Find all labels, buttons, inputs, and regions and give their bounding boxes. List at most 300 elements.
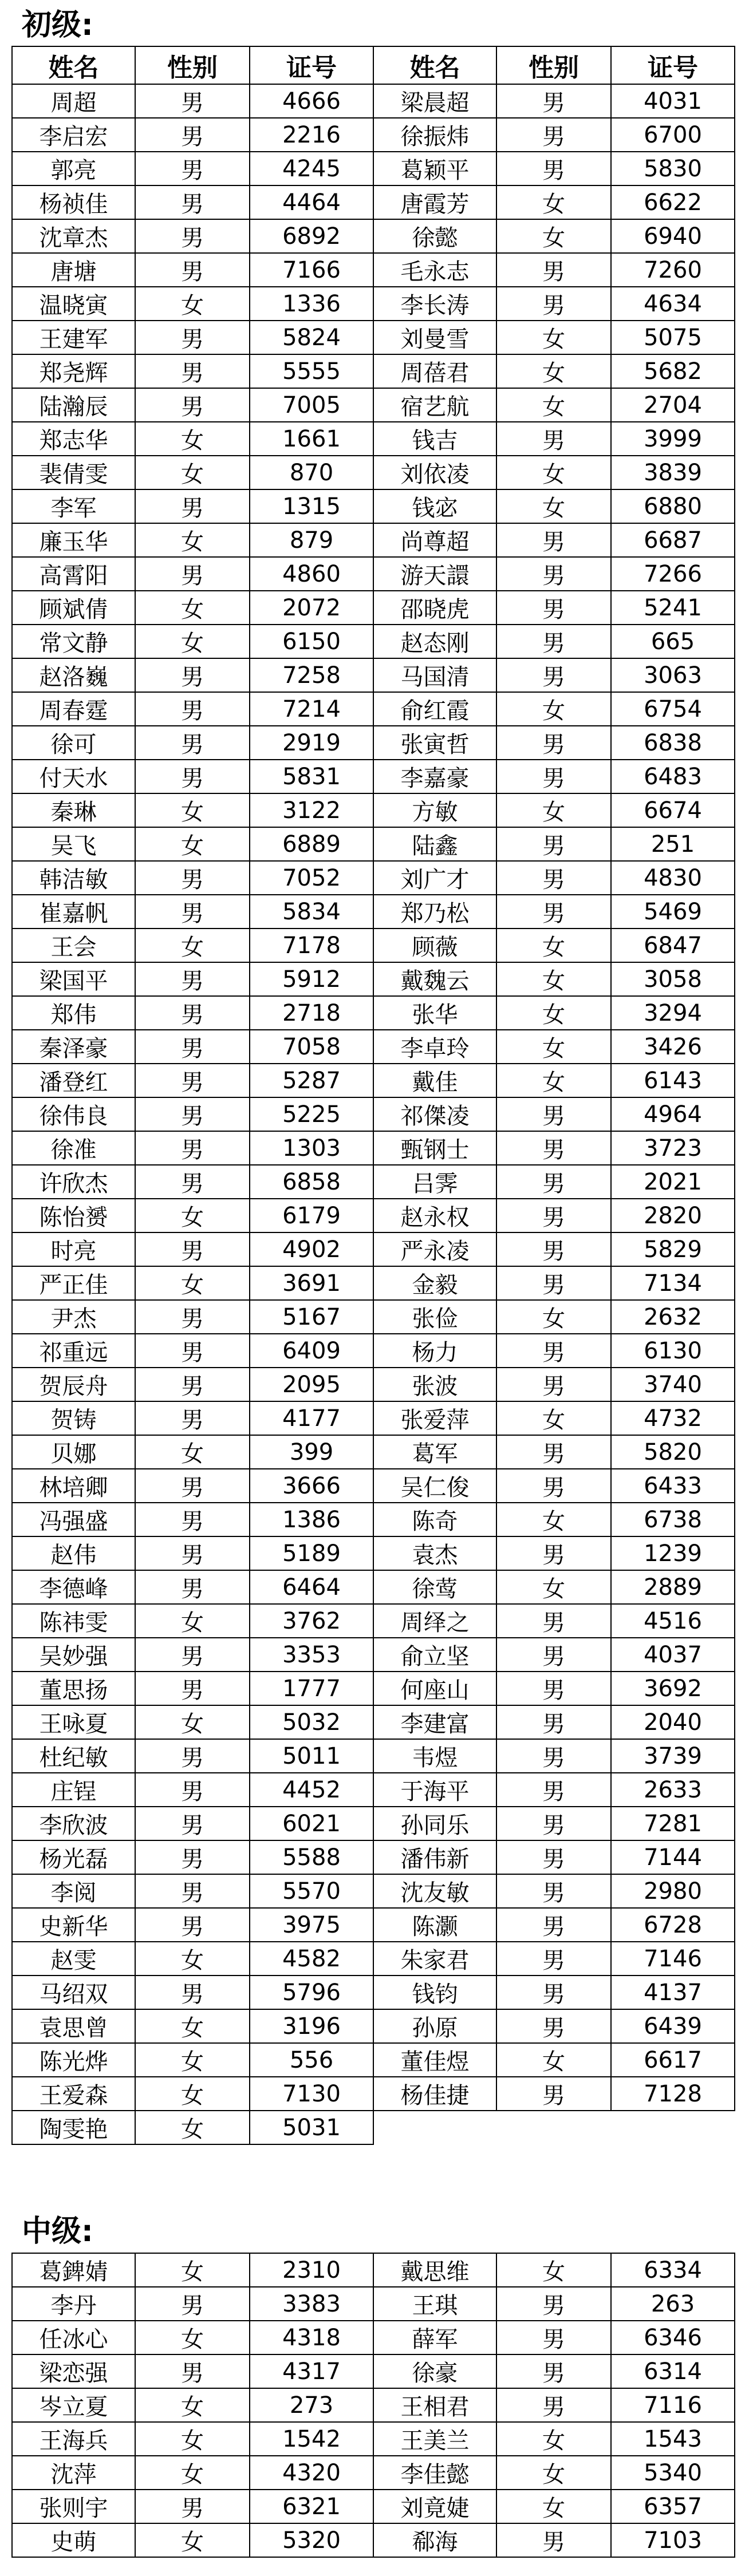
- cert-no-cell: 5287: [250, 1064, 373, 1097]
- cert-no-cell: 5820: [611, 1435, 735, 1469]
- gender-cell: 男: [496, 2287, 611, 2321]
- table-row: [12, 1536, 735, 1570]
- cert-no-cell: 4830: [611, 861, 735, 895]
- gender-cell: 男: [135, 1672, 250, 1705]
- gender-cell: 男: [496, 253, 611, 287]
- table-row: [12, 1570, 735, 1604]
- gender-cell: 男: [135, 2354, 250, 2388]
- cert-no-cell: 6483: [611, 760, 735, 793]
- gender-cell: 男: [496, 1773, 611, 1807]
- cert-no-cell: 4964: [611, 1097, 735, 1131]
- cert-no-cell: 7058: [250, 1030, 373, 1064]
- cert-no-cell: 7258: [250, 658, 373, 692]
- table-row: [12, 1469, 735, 1503]
- name-cell: 张寅哲: [373, 726, 496, 760]
- name-cell: 徐振炜: [373, 118, 496, 152]
- gender-cell: 女: [135, 2456, 250, 2490]
- cert-no-cell: 3975: [250, 1908, 373, 1942]
- table-row: [12, 1503, 735, 1536]
- gender-cell: 男: [496, 118, 611, 152]
- cert-no-cell: 2919: [250, 726, 373, 760]
- name-cell: 顾薇: [373, 929, 496, 962]
- cert-no-cell: 6754: [611, 692, 735, 726]
- cert-no-cell: 6433: [611, 1469, 735, 1503]
- gender-cell: 男: [135, 1536, 250, 1570]
- name-cell: 游天譞: [373, 557, 496, 591]
- name-cell: 赵洛巍: [12, 658, 135, 692]
- gender-cell: 男: [135, 1503, 250, 1536]
- name-cell: 岑立夏: [12, 2388, 135, 2422]
- gender-cell: 男: [496, 2077, 611, 2111]
- cert-no-cell: 7005: [250, 388, 373, 422]
- gender-cell: 女: [135, 827, 250, 861]
- cert-no-cell: 6838: [611, 726, 735, 760]
- cert-no-cell: 5834: [250, 895, 373, 929]
- gender-cell: 男: [496, 1165, 611, 1199]
- name-cell: 于海平: [373, 1773, 496, 1807]
- cert-no-cell: 3063: [611, 658, 735, 692]
- cert-no-cell: 2704: [611, 388, 735, 422]
- cert-no-cell: 7130: [250, 2077, 373, 2111]
- gender-cell: 男: [496, 861, 611, 895]
- gender-cell: 男: [135, 388, 250, 422]
- table-row: [12, 2321, 735, 2354]
- cert-no-cell: 6409: [250, 1334, 373, 1368]
- cert-no-cell: 2980: [611, 1874, 735, 1908]
- name-cell: 李启宏: [12, 118, 135, 152]
- cert-no-cell: 2040: [611, 1705, 735, 1739]
- cert-no-cell: 5011: [250, 1739, 373, 1773]
- table-row: [12, 422, 735, 456]
- table-row: [12, 1840, 735, 1874]
- name-cell: 钱钧: [373, 1976, 496, 2009]
- name-cell: 何座山: [373, 1672, 496, 1705]
- cert-no-cell: 3723: [611, 1131, 735, 1165]
- gender-cell: 女: [135, 591, 250, 625]
- gender-cell: 男: [135, 118, 250, 152]
- cert-no-cell: 2095: [250, 1368, 373, 1401]
- gender-cell: 男: [496, 1672, 611, 1705]
- cert-no-cell: 3692: [611, 1672, 735, 1705]
- table-row: [12, 1300, 735, 1334]
- cert-no-cell: 4902: [250, 1232, 373, 1266]
- table-row: [12, 962, 735, 996]
- gender-cell: 男: [496, 625, 611, 658]
- gender-cell: 男: [135, 1334, 250, 1368]
- name-cell: 崔嘉帆: [12, 895, 135, 929]
- gender-cell: 女: [135, 929, 250, 962]
- gender-cell: 女: [135, 793, 250, 827]
- cert-no-cell: 3666: [250, 1469, 373, 1503]
- table-row: [12, 1942, 735, 1976]
- gender-cell: 男: [135, 861, 250, 895]
- name-cell: 时亮: [12, 1232, 135, 1266]
- gender-cell: 男: [135, 962, 250, 996]
- cert-no-cell: 251: [611, 827, 735, 861]
- cert-no-cell: 6346: [611, 2321, 735, 2354]
- gender-cell: 男: [135, 1773, 250, 1807]
- cert-no-cell: 4732: [611, 1401, 735, 1435]
- table-row: [12, 287, 735, 321]
- cert-no-cell: 1661: [250, 422, 373, 456]
- cert-no-cell: 3426: [611, 1030, 735, 1064]
- cert-no-cell: 5588: [250, 1840, 373, 1874]
- name-cell: 李欣波: [12, 1807, 135, 1840]
- table-row: [12, 895, 735, 929]
- gender-cell: 男: [135, 253, 250, 287]
- table-row: [12, 354, 735, 388]
- gender-cell: 男: [496, 2523, 611, 2557]
- name-cell: 常文静: [12, 625, 135, 658]
- section-title-beginner: 初级:: [22, 8, 93, 42]
- name-cell: 赵态刚: [373, 625, 496, 658]
- table-row: [12, 84, 735, 118]
- cert-no-cell: 3740: [611, 1368, 735, 1401]
- gender-cell: 男: [135, 185, 250, 219]
- name-cell: 俞立坚: [373, 1638, 496, 1672]
- gender-cell: 女: [496, 2043, 611, 2077]
- name-cell: 李阅: [12, 1874, 135, 1908]
- table-row: [12, 557, 735, 591]
- gender-cell: 女: [496, 354, 611, 388]
- name-cell: 薛军: [373, 2321, 496, 2354]
- gender-cell: 女: [496, 1503, 611, 1536]
- name-cell: 陶雯艳: [12, 2111, 135, 2144]
- cert-no-cell: 2820: [611, 1199, 735, 1232]
- name-cell: 祁傑凌: [373, 1097, 496, 1131]
- name-cell: 毛永志: [373, 253, 496, 287]
- name-cell: 秦琳: [12, 793, 135, 827]
- cert-no-cell: 7052: [250, 861, 373, 895]
- name-cell: 徐莺: [373, 1570, 496, 1604]
- cert-no-cell: 6880: [611, 489, 735, 523]
- gender-cell: 男: [135, 84, 250, 118]
- name-cell: 梁国平: [12, 962, 135, 996]
- table-row: [12, 692, 735, 726]
- name-cell: 张俭: [373, 1300, 496, 1334]
- name-cell: 葛錍婧: [12, 2253, 135, 2287]
- table-row: [12, 456, 735, 489]
- name-cell: 沈友敏: [373, 1874, 496, 1908]
- gender-cell: 男: [496, 2321, 611, 2354]
- name-cell: 王美兰: [373, 2422, 496, 2456]
- name-cell: 沈萍: [12, 2456, 135, 2490]
- cert-no-cell: 7214: [250, 692, 373, 726]
- cert-no-cell: 7281: [611, 1807, 735, 1840]
- name-cell: 温晓寅: [12, 287, 135, 321]
- cert-no-cell: 4860: [250, 557, 373, 591]
- table-row: [12, 489, 735, 523]
- name-cell: 陈怡赟: [12, 1199, 135, 1232]
- name-cell: 郗海: [373, 2523, 496, 2557]
- gender-cell: 男: [135, 1739, 250, 1773]
- gender-cell: 女: [135, 2077, 250, 2111]
- cert-no-cell: 1777: [250, 1672, 373, 1705]
- cert-no-cell: 1315: [250, 489, 373, 523]
- table-row: [12, 1030, 735, 1064]
- table-row: [12, 2354, 735, 2388]
- table-row: [12, 321, 735, 354]
- gender-cell: 女: [496, 692, 611, 726]
- name-cell: 刘依凌: [373, 456, 496, 489]
- gender-cell: 男: [135, 895, 250, 929]
- gender-cell: 女: [496, 1401, 611, 1435]
- table-row: [12, 1807, 735, 1840]
- table-row: [12, 2388, 735, 2422]
- cert-no-cell: 4464: [250, 185, 373, 219]
- gender-cell: 男: [135, 1807, 250, 1840]
- gender-cell: 男: [496, 84, 611, 118]
- name-cell: 张华: [373, 996, 496, 1030]
- gender-cell: 女: [496, 1300, 611, 1334]
- name-cell: 严永凌: [373, 1232, 496, 1266]
- name-cell: 李丹: [12, 2287, 135, 2321]
- table-row: [12, 929, 735, 962]
- name-cell: 唐霞芳: [373, 185, 496, 219]
- cert-no-cell: 6314: [611, 2354, 735, 2388]
- cert-no-cell: 5032: [250, 1705, 373, 1739]
- table-row: [12, 591, 735, 625]
- name-cell: 吴妙强: [12, 1638, 135, 1672]
- cert-no-cell: 2889: [611, 1570, 735, 1604]
- header-cert-no: 证号: [250, 46, 373, 84]
- name-cell: 郑乃松: [373, 895, 496, 929]
- cert-no-cell: 4666: [250, 84, 373, 118]
- name-cell: 陈灏: [373, 1908, 496, 1942]
- gender-cell: 男: [135, 1469, 250, 1503]
- name-cell: 刘竟婕: [373, 2490, 496, 2523]
- name-cell: 董佳煜: [373, 2043, 496, 2077]
- gender-cell: 女: [135, 1199, 250, 1232]
- name-cell: 王爱森: [12, 2077, 135, 2111]
- cert-no-cell: 7128: [611, 2077, 735, 2111]
- cert-no-cell: 4516: [611, 1604, 735, 1638]
- name-cell: 戴魏云: [373, 962, 496, 996]
- cert-no-cell: 4177: [250, 1401, 373, 1435]
- gender-cell: 男: [496, 1435, 611, 1469]
- name-cell: 袁思曾: [12, 2009, 135, 2043]
- gender-cell: 男: [135, 1874, 250, 1908]
- name-cell: 杨光磊: [12, 1840, 135, 1874]
- cert-no-cell: 7116: [611, 2388, 735, 2422]
- name-cell: 陈奇: [373, 1503, 496, 1536]
- table-row: [12, 2490, 735, 2523]
- gender-cell: 男: [135, 726, 250, 760]
- table-row: [12, 2009, 735, 2043]
- cert-no-cell: 6130: [611, 1334, 735, 1368]
- name-cell: 王海兵: [12, 2422, 135, 2456]
- table-row: [12, 1672, 735, 1705]
- cert-no-cell: 6150: [250, 625, 373, 658]
- name-cell: 李德峰: [12, 1570, 135, 1604]
- cert-no-cell: 6847: [611, 929, 735, 962]
- cert-no-cell: 3739: [611, 1739, 735, 1773]
- gender-cell: 男: [135, 1030, 250, 1064]
- table-row: [12, 1131, 735, 1165]
- gender-cell: 男: [135, 321, 250, 354]
- cert-no-cell: 263: [611, 2287, 735, 2321]
- cert-no-cell: 4320: [250, 2456, 373, 2490]
- name-cell: 尹杰: [12, 1300, 135, 1334]
- gender-cell: 女: [135, 287, 250, 321]
- gender-cell: 男: [135, 1097, 250, 1131]
- gender-cell: 男: [496, 827, 611, 861]
- gender-cell: 男: [135, 1976, 250, 2009]
- cert-no-cell: 3999: [611, 422, 735, 456]
- gender-cell: 男: [135, 1064, 250, 1097]
- cert-no-cell: 7266: [611, 557, 735, 591]
- cert-no-cell: 273: [250, 2388, 373, 2422]
- table-row: [12, 1773, 735, 1807]
- table-row: [12, 658, 735, 692]
- table-row: [12, 152, 735, 185]
- name-cell: 李长涛: [373, 287, 496, 321]
- gender-cell: 男: [496, 2354, 611, 2388]
- name-cell: 邵晓虎: [373, 591, 496, 625]
- header-name: 姓名: [373, 46, 496, 84]
- name-cell: 郑伟: [12, 996, 135, 1030]
- gender-cell: 男: [135, 2287, 250, 2321]
- gender-cell: 女: [135, 2043, 250, 2077]
- cert-no-cell: 6728: [611, 1908, 735, 1942]
- gender-cell: [496, 2111, 611, 2144]
- table-row: [12, 2523, 735, 2557]
- table-row: [12, 1638, 735, 1672]
- name-cell: 郑志华: [12, 422, 135, 456]
- intermediate-certificate-table: [11, 2253, 735, 2558]
- gender-cell: 女: [496, 2490, 611, 2523]
- table-row: [12, 1705, 735, 1739]
- name-cell: 俞红霞: [373, 692, 496, 726]
- cert-no-cell: 2216: [250, 118, 373, 152]
- cert-no-cell: 1386: [250, 1503, 373, 1536]
- cert-no-cell: 5241: [611, 591, 735, 625]
- cert-no-cell: 4031: [611, 84, 735, 118]
- cert-no-cell: 3691: [250, 1266, 373, 1300]
- name-cell: 朱家君: [373, 1942, 496, 1976]
- cert-no-cell: 3353: [250, 1638, 373, 1672]
- gender-cell: 男: [496, 1739, 611, 1773]
- name-cell: 贝娜: [12, 1435, 135, 1469]
- name-cell: 王咏夏: [12, 1705, 135, 1739]
- gender-cell: 男: [135, 760, 250, 793]
- gender-cell: 女: [135, 456, 250, 489]
- gender-cell: 女: [135, 1604, 250, 1638]
- cert-no-cell: 5570: [250, 1874, 373, 1908]
- gender-cell: 男: [496, 1536, 611, 1570]
- table-row: [12, 185, 735, 219]
- cert-no-cell: 1303: [250, 1131, 373, 1165]
- gender-cell: 男: [496, 523, 611, 557]
- cert-no-cell: 4452: [250, 1773, 373, 1807]
- gender-cell: 女: [135, 2009, 250, 2043]
- name-cell: 甄钢士: [373, 1131, 496, 1165]
- gender-cell: 女: [496, 219, 611, 253]
- name-cell: 裴倩雯: [12, 456, 135, 489]
- gender-cell: 男: [496, 287, 611, 321]
- name-cell: 吴仁俊: [373, 1469, 496, 1503]
- table-row: [12, 1435, 735, 1469]
- name-cell: 付天水: [12, 760, 135, 793]
- gender-cell: 男: [496, 1266, 611, 1300]
- table-row: [12, 2077, 735, 2111]
- cert-no-cell: 6687: [611, 523, 735, 557]
- table-row: [12, 2111, 735, 2144]
- gender-cell: 女: [496, 456, 611, 489]
- name-cell: 郑尧辉: [12, 354, 135, 388]
- name-cell: 祁重远: [12, 1334, 135, 1368]
- name-cell: 钱宓: [373, 489, 496, 523]
- table-row: [12, 1739, 735, 1773]
- table-row: [12, 118, 735, 152]
- gender-cell: 男: [135, 1570, 250, 1604]
- cert-no-cell: 6622: [611, 185, 735, 219]
- cert-no-cell: 6357: [611, 2490, 735, 2523]
- cert-no-cell: 2632: [611, 1300, 735, 1334]
- gender-cell: 女: [496, 321, 611, 354]
- table-row: [12, 2422, 735, 2456]
- name-cell: 严正佳: [12, 1266, 135, 1300]
- gender-cell: 男: [496, 1334, 611, 1368]
- cert-no-cell: 4245: [250, 152, 373, 185]
- name-cell: 吕霁: [373, 1165, 496, 1199]
- cert-no-cell: 5829: [611, 1232, 735, 1266]
- table-row: [12, 1401, 735, 1435]
- name-cell: 吴飞: [12, 827, 135, 861]
- cert-no-cell: 7166: [250, 253, 373, 287]
- name-cell: 陆瀚辰: [12, 388, 135, 422]
- cert-no-cell: 2310: [250, 2253, 373, 2287]
- name-cell: 周绎之: [373, 1604, 496, 1638]
- name-cell: 史新华: [12, 1908, 135, 1942]
- gender-cell: 男: [496, 658, 611, 692]
- name-cell: 张则宇: [12, 2490, 135, 2523]
- cert-no-cell: 5682: [611, 354, 735, 388]
- name-cell: 杨祯佳: [12, 185, 135, 219]
- gender-cell: 男: [135, 1300, 250, 1334]
- name-cell: 李建富: [373, 1705, 496, 1739]
- cert-no-cell: 6021: [250, 1807, 373, 1840]
- gender-cell: 女: [135, 2523, 250, 2557]
- name-cell: 廉玉华: [12, 523, 135, 557]
- gender-cell: 男: [135, 692, 250, 726]
- gender-cell: 男: [496, 2388, 611, 2422]
- name-cell: 冯强盛: [12, 1503, 135, 1536]
- cert-no-cell: 870: [250, 456, 373, 489]
- table-row: [12, 1199, 735, 1232]
- gender-cell: 男: [496, 1131, 611, 1165]
- name-cell: 秦泽豪: [12, 1030, 135, 1064]
- gender-cell: 男: [135, 489, 250, 523]
- name-cell: [373, 2111, 496, 2144]
- gender-cell: 男: [496, 1705, 611, 1739]
- table-row: [12, 1874, 735, 1908]
- gender-cell: 女: [135, 625, 250, 658]
- gender-cell: 女: [135, 1942, 250, 1976]
- name-cell: 刘曼雪: [373, 321, 496, 354]
- name-cell: 潘伟新: [373, 1840, 496, 1874]
- name-cell: 林培卿: [12, 1469, 135, 1503]
- cert-no-cell: 3058: [611, 962, 735, 996]
- gender-cell: 男: [135, 1908, 250, 1942]
- cert-no-cell: 6334: [611, 2253, 735, 2287]
- cert-no-cell: 5796: [250, 1976, 373, 2009]
- name-cell: 戴思维: [373, 2253, 496, 2287]
- cert-no-cell: 4317: [250, 2354, 373, 2388]
- gender-cell: 女: [496, 793, 611, 827]
- table-row: [12, 1334, 735, 1368]
- cert-no-cell: 7134: [611, 1266, 735, 1300]
